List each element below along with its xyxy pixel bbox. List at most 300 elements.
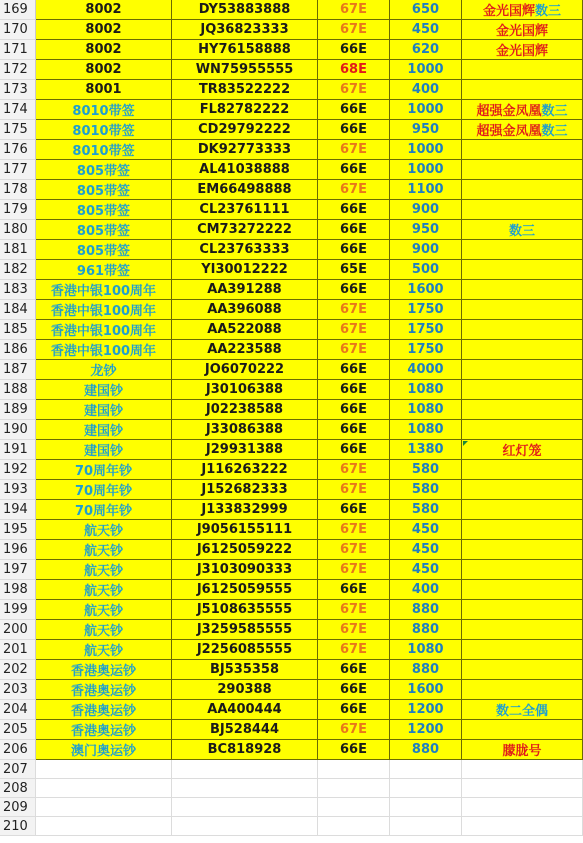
cell-note[interactable]	[462, 220, 583, 240]
table-row	[0, 500, 583, 520]
cell-price[interactable]: 1080	[390, 640, 462, 660]
cell-series[interactable]: 8010带签	[36, 140, 172, 160]
cell-grade[interactable]: 68E	[318, 60, 390, 80]
cell-series[interactable]: 建国钞	[36, 420, 172, 440]
table-row	[0, 420, 583, 440]
cell-serial-number[interactable]: FL82782222	[172, 100, 318, 120]
cell-grade[interactable]: 67E	[318, 620, 390, 640]
row-number[interactable]: 174	[0, 100, 36, 120]
row-number[interactable]: 172	[0, 60, 36, 80]
cell-serial-number[interactable]: BC818928	[172, 740, 318, 760]
row-number[interactable]: 171	[0, 40, 36, 60]
cell-serial-number[interactable]: J133832999	[172, 500, 318, 520]
note-text: 朦胧号	[502, 744, 542, 759]
cell-note[interactable]	[462, 620, 583, 640]
row-number[interactable]: 173	[0, 80, 36, 100]
empty-cell[interactable]	[172, 798, 318, 817]
cell-serial-number[interactable]: BJ528444	[172, 720, 318, 740]
cell-note[interactable]	[462, 200, 583, 220]
row-number[interactable]: 170	[0, 20, 36, 40]
table-row	[0, 680, 583, 700]
row-number[interactable]: 210	[0, 817, 36, 836]
cell-note[interactable]	[462, 500, 583, 520]
cell-serial-number[interactable]: DY53883888	[172, 0, 318, 20]
cell-serial-number[interactable]: J5108635555	[172, 600, 318, 620]
row-number[interactable]: 201	[0, 640, 36, 660]
table-row	[0, 40, 583, 60]
cell-note[interactable]	[462, 260, 583, 280]
cell-price[interactable]: 950	[390, 120, 462, 140]
cell-series[interactable]: 805带签	[36, 240, 172, 260]
cell-series[interactable]: 航天钞	[36, 600, 172, 620]
cell-series[interactable]: 961带签	[36, 260, 172, 280]
table-row	[0, 540, 583, 560]
empty-cell[interactable]	[462, 760, 583, 779]
row-number[interactable]: 198	[0, 580, 36, 600]
cell-price[interactable]: 1080	[390, 420, 462, 440]
cell-serial-number[interactable]: CD29792222	[172, 120, 318, 140]
note-text: 超强金凤凰	[476, 104, 542, 119]
table-row	[0, 180, 583, 200]
cell-serial-number[interactable]: J152682333	[172, 480, 318, 500]
note-text: 数三	[541, 104, 568, 119]
cell-series[interactable]: 航天钞	[36, 560, 172, 580]
cell-price[interactable]: 1000	[390, 60, 462, 80]
cell-serial-number[interactable]: YI30012222	[172, 260, 318, 280]
empty-cell[interactable]	[36, 817, 172, 836]
cell-serial-number[interactable]: J3259585555	[172, 620, 318, 640]
row-number[interactable]: 183	[0, 280, 36, 300]
row-number[interactable]: 192	[0, 460, 36, 480]
row-number[interactable]: 207	[0, 760, 36, 779]
cell-serial-number[interactable]: J3103090333	[172, 560, 318, 580]
table-row	[0, 740, 583, 760]
cell-note[interactable]	[462, 700, 583, 720]
row-number[interactable]: 177	[0, 160, 36, 180]
row-number[interactable]: 187	[0, 360, 36, 380]
cell-note[interactable]	[462, 40, 583, 60]
cell-grade[interactable]: 66E	[318, 740, 390, 760]
cell-serial-number[interactable]: EM66498888	[172, 180, 318, 200]
row-number[interactable]: 181	[0, 240, 36, 260]
table-row	[0, 260, 583, 280]
row-number[interactable]: 197	[0, 560, 36, 580]
row-number[interactable]: 200	[0, 620, 36, 640]
cell-price[interactable]: 1600	[390, 680, 462, 700]
cell-series[interactable]: 香港奥运钞	[36, 680, 172, 700]
table-row	[0, 160, 583, 180]
cell-note[interactable]	[462, 580, 583, 600]
table-row	[0, 280, 583, 300]
cell-series[interactable]: 建国钞	[36, 400, 172, 420]
table-row	[0, 380, 583, 400]
cell-note[interactable]	[462, 80, 583, 100]
cell-grade[interactable]: 66E	[318, 660, 390, 680]
cell-note[interactable]	[462, 240, 583, 260]
cell-series[interactable]: 8002	[36, 40, 172, 60]
cell-price[interactable]: 450	[390, 540, 462, 560]
cell-price[interactable]: 880	[390, 660, 462, 680]
table-row	[0, 80, 583, 100]
row-number[interactable]: 178	[0, 180, 36, 200]
row-number[interactable]: 204	[0, 700, 36, 720]
cell-serial-number[interactable]: J33086388	[172, 420, 318, 440]
cell-series[interactable]: 建国钞	[36, 380, 172, 400]
cell-note[interactable]	[462, 20, 583, 40]
table-row	[0, 560, 583, 580]
cell-series[interactable]: 香港中银100周年	[36, 340, 172, 360]
row-number[interactable]: 208	[0, 779, 36, 798]
cell-series[interactable]: 805带签	[36, 160, 172, 180]
empty-cell[interactable]	[462, 817, 583, 836]
cell-series[interactable]: 香港奥运钞	[36, 660, 172, 680]
cell-grade[interactable]: 66E	[318, 240, 390, 260]
cell-price[interactable]: 1080	[390, 400, 462, 420]
cell-series[interactable]: 航天钞	[36, 620, 172, 640]
cell-note[interactable]	[462, 340, 583, 360]
cell-series[interactable]: 8002	[36, 20, 172, 40]
cell-grade[interactable]: 67E	[318, 460, 390, 480]
table-row	[0, 817, 583, 836]
empty-cell[interactable]	[318, 760, 390, 779]
cell-price[interactable]: 4000	[390, 360, 462, 380]
cell-grade[interactable]: 67E	[318, 140, 390, 160]
cell-note[interactable]	[462, 720, 583, 740]
row-number[interactable]: 196	[0, 540, 36, 560]
comment-marker-icon[interactable]	[463, 441, 468, 446]
cell-price[interactable]: 880	[390, 600, 462, 620]
cell-serial-number[interactable]: J29931388	[172, 440, 318, 460]
cell-series[interactable]: 香港奥运钞	[36, 720, 172, 740]
note-text: 数三	[535, 4, 562, 19]
empty-cell[interactable]	[172, 779, 318, 798]
note-text: 金光国辉	[495, 44, 548, 59]
empty-cell[interactable]	[390, 798, 462, 817]
cell-series[interactable]: 航天钞	[36, 540, 172, 560]
cell-price[interactable]: 900	[390, 200, 462, 220]
cell-note[interactable]	[462, 560, 583, 580]
cell-series[interactable]: 香港中银100周年	[36, 300, 172, 320]
cell-serial-number[interactable]: JO6070222	[172, 360, 318, 380]
cell-grade[interactable]: 67E	[318, 340, 390, 360]
cell-grade[interactable]: 66E	[318, 400, 390, 420]
cell-note[interactable]	[462, 540, 583, 560]
cell-serial-number[interactable]: AA223588	[172, 340, 318, 360]
cell-grade[interactable]: 67E	[318, 80, 390, 100]
table-row	[0, 200, 583, 220]
cell-note[interactable]	[462, 360, 583, 380]
row-number[interactable]: 206	[0, 740, 36, 760]
cell-note[interactable]	[462, 0, 583, 20]
cell-grade[interactable]: 66E	[318, 580, 390, 600]
cell-grade[interactable]: 66E	[318, 500, 390, 520]
row-number[interactable]: 195	[0, 520, 36, 540]
empty-cell[interactable]	[172, 817, 318, 836]
cell-note[interactable]	[462, 660, 583, 680]
cell-serial-number[interactable]: BJ535358	[172, 660, 318, 680]
cell-note[interactable]	[462, 100, 583, 120]
cell-price[interactable]: 450	[390, 20, 462, 40]
cell-note[interactable]	[462, 460, 583, 480]
row-number[interactable]: 176	[0, 140, 36, 160]
row-number[interactable]: 203	[0, 680, 36, 700]
table-row	[0, 300, 583, 320]
row-number[interactable]: 191	[0, 440, 36, 460]
row-number[interactable]: 193	[0, 480, 36, 500]
row-number[interactable]: 179	[0, 200, 36, 220]
cell-note[interactable]	[462, 380, 583, 400]
cell-price[interactable]: 900	[390, 240, 462, 260]
empty-cell[interactable]	[318, 798, 390, 817]
cell-series[interactable]: 805带签	[36, 180, 172, 200]
cell-note[interactable]	[462, 420, 583, 440]
cell-grade[interactable]: 67E	[318, 560, 390, 580]
cell-note[interactable]	[462, 320, 583, 340]
cell-note[interactable]	[462, 480, 583, 500]
row-number[interactable]: 190	[0, 420, 36, 440]
cell-price[interactable]: 1000	[390, 100, 462, 120]
cell-note[interactable]	[462, 60, 583, 80]
note-text: 红灯笼	[502, 444, 542, 459]
cell-series[interactable]: 航天钞	[36, 520, 172, 540]
cell-price[interactable]: 400	[390, 580, 462, 600]
cell-serial-number[interactable]: AA396088	[172, 300, 318, 320]
table-row	[0, 20, 583, 40]
cell-series[interactable]: 8010带签	[36, 100, 172, 120]
empty-cell[interactable]	[462, 779, 583, 798]
cell-note[interactable]	[462, 440, 583, 460]
cell-price[interactable]: 580	[390, 460, 462, 480]
cell-note[interactable]	[462, 180, 583, 200]
row-number[interactable]: 180	[0, 220, 36, 240]
empty-cell[interactable]	[36, 760, 172, 779]
cell-serial-number[interactable]: J6125059222	[172, 540, 318, 560]
row-number[interactable]: 169	[0, 0, 36, 20]
cell-serial-number[interactable]: CL23761111	[172, 200, 318, 220]
cell-price[interactable]: 1200	[390, 700, 462, 720]
cell-serial-number[interactable]: AA400444	[172, 700, 318, 720]
cell-grade[interactable]: 67E	[318, 600, 390, 620]
cell-serial-number[interactable]: AA522088	[172, 320, 318, 340]
cell-price[interactable]: 1750	[390, 340, 462, 360]
cell-grade[interactable]: 67E	[318, 300, 390, 320]
cell-price[interactable]: 1100	[390, 180, 462, 200]
cell-series[interactable]: 香港奥运钞	[36, 700, 172, 720]
cell-serial-number[interactable]: J9056155111	[172, 520, 318, 540]
table-row	[0, 100, 583, 120]
empty-cell[interactable]	[36, 798, 172, 817]
cell-price[interactable]: 500	[390, 260, 462, 280]
row-number[interactable]: 205	[0, 720, 36, 740]
table-row	[0, 798, 583, 817]
cell-note[interactable]	[462, 140, 583, 160]
cell-series[interactable]: 航天钞	[36, 640, 172, 660]
row-number[interactable]: 186	[0, 340, 36, 360]
cell-price[interactable]: 620	[390, 40, 462, 60]
cell-note[interactable]	[462, 520, 583, 540]
note-text: 数三	[508, 224, 535, 239]
cell-serial-number[interactable]: J30106388	[172, 380, 318, 400]
cell-serial-number[interactable]: J02238588	[172, 400, 318, 420]
cell-note[interactable]	[462, 640, 583, 660]
cell-grade[interactable]: 66E	[318, 380, 390, 400]
cell-serial-number[interactable]: JQ36823333	[172, 20, 318, 40]
cell-price[interactable]: 1380	[390, 440, 462, 460]
empty-cell[interactable]	[390, 779, 462, 798]
empty-cell[interactable]	[172, 760, 318, 779]
cell-grade[interactable]: 67E	[318, 640, 390, 660]
empty-cell[interactable]	[318, 779, 390, 798]
cell-price[interactable]: 1750	[390, 320, 462, 340]
row-number[interactable]: 184	[0, 300, 36, 320]
table-row	[0, 620, 583, 640]
cell-price[interactable]: 950	[390, 220, 462, 240]
table-row	[0, 700, 583, 720]
cell-grade[interactable]: 66E	[318, 220, 390, 240]
row-number[interactable]: 209	[0, 798, 36, 817]
empty-cell[interactable]	[318, 817, 390, 836]
cell-grade[interactable]: 66E	[318, 680, 390, 700]
note-text: 金光国辉	[482, 4, 535, 19]
empty-cell[interactable]	[462, 798, 583, 817]
cell-price[interactable]: 450	[390, 560, 462, 580]
cell-series[interactable]: 805带签	[36, 220, 172, 240]
cell-serial-number[interactable]: WN75955555	[172, 60, 318, 80]
table-row	[0, 580, 583, 600]
cell-note[interactable]	[462, 280, 583, 300]
row-number[interactable]: 202	[0, 660, 36, 680]
cell-series[interactable]: 805带签	[36, 200, 172, 220]
cell-price[interactable]: 1080	[390, 380, 462, 400]
cell-price[interactable]: 1750	[390, 300, 462, 320]
cell-price[interactable]: 400	[390, 80, 462, 100]
cell-serial-number[interactable]: AA391288	[172, 280, 318, 300]
row-number[interactable]: 199	[0, 600, 36, 620]
note-text: 超强金凤凰	[476, 124, 542, 139]
cell-price[interactable]: 580	[390, 500, 462, 520]
cell-serial-number[interactable]: J6125059555	[172, 580, 318, 600]
empty-cell[interactable]	[390, 760, 462, 779]
table-row	[0, 760, 583, 779]
cell-grade[interactable]: 67E	[318, 320, 390, 340]
cell-series[interactable]: 香港中银100周年	[36, 280, 172, 300]
cell-grade[interactable]: 67E	[318, 540, 390, 560]
cell-grade[interactable]: 67E	[318, 480, 390, 500]
cell-serial-number[interactable]: J116263222	[172, 460, 318, 480]
note-text: 金光国辉	[495, 24, 548, 39]
cell-grade[interactable]: 67E	[318, 180, 390, 200]
note-text: 数二全偶	[495, 704, 548, 719]
cell-grade[interactable]: 66E	[318, 440, 390, 460]
cell-serial-number[interactable]: TR83522222	[172, 80, 318, 100]
table-row	[0, 520, 583, 540]
cell-note[interactable]	[462, 600, 583, 620]
cell-series[interactable]: 香港中银100周年	[36, 320, 172, 340]
cell-series[interactable]: 70周年钞	[36, 500, 172, 520]
cell-serial-number[interactable]: HY76158888	[172, 40, 318, 60]
table-row	[0, 720, 583, 740]
cell-grade[interactable]: 66E	[318, 280, 390, 300]
cell-grade[interactable]: 66E	[318, 700, 390, 720]
cell-price[interactable]: 1600	[390, 280, 462, 300]
table-row	[0, 360, 583, 380]
cell-series[interactable]: 澳门奥运钞	[36, 740, 172, 760]
table-row	[0, 60, 583, 80]
table-row	[0, 640, 583, 660]
cell-grade[interactable]: 66E	[318, 160, 390, 180]
cell-grade[interactable]: 66E	[318, 200, 390, 220]
cell-serial-number[interactable]: AL41038888	[172, 160, 318, 180]
cell-grade[interactable]: 67E	[318, 0, 390, 20]
table-row	[0, 340, 583, 360]
cell-serial-number[interactable]: DK92773333	[172, 140, 318, 160]
table-row	[0, 220, 583, 240]
cell-serial-number[interactable]: J2256085555	[172, 640, 318, 660]
cell-series[interactable]: 70周年钞	[36, 480, 172, 500]
cell-note[interactable]	[462, 300, 583, 320]
table-row	[0, 240, 583, 260]
cell-serial-number[interactable]: 290388	[172, 680, 318, 700]
row-number[interactable]: 188	[0, 380, 36, 400]
cell-price[interactable]: 1000	[390, 160, 462, 180]
table-row	[0, 0, 583, 20]
row-number[interactable]: 185	[0, 320, 36, 340]
cell-price[interactable]: 650	[390, 0, 462, 20]
cell-series[interactable]: 8002	[36, 60, 172, 80]
row-number[interactable]: 182	[0, 260, 36, 280]
cell-series[interactable]: 航天钞	[36, 580, 172, 600]
cell-note[interactable]	[462, 400, 583, 420]
cell-grade[interactable]: 67E	[318, 20, 390, 40]
cell-grade[interactable]: 67E	[318, 720, 390, 740]
cell-price[interactable]: 1200	[390, 720, 462, 740]
table-row	[0, 320, 583, 340]
cell-note[interactable]	[462, 740, 583, 760]
cell-series[interactable]: 70周年钞	[36, 460, 172, 480]
cell-serial-number[interactable]: CL23763333	[172, 240, 318, 260]
cell-grade[interactable]: 66E	[318, 40, 390, 60]
cell-grade[interactable]: 65E	[318, 260, 390, 280]
table-row	[0, 460, 583, 480]
row-number[interactable]: 189	[0, 400, 36, 420]
cell-price[interactable]: 580	[390, 480, 462, 500]
cell-price[interactable]: 1000	[390, 140, 462, 160]
cell-grade[interactable]: 66E	[318, 100, 390, 120]
cell-grade[interactable]: 66E	[318, 360, 390, 380]
cell-note[interactable]	[462, 680, 583, 700]
note-text: 数三	[541, 124, 568, 139]
cell-series[interactable]: 龙钞	[36, 360, 172, 380]
empty-cell[interactable]	[36, 779, 172, 798]
cell-price[interactable]: 880	[390, 740, 462, 760]
cell-grade[interactable]: 66E	[318, 420, 390, 440]
table-row	[0, 140, 583, 160]
cell-series[interactable]: 8010带签	[36, 120, 172, 140]
row-number[interactable]: 175	[0, 120, 36, 140]
cell-grade[interactable]: 66E	[318, 120, 390, 140]
cell-grade[interactable]: 67E	[318, 520, 390, 540]
cell-series[interactable]: 建国钞	[36, 440, 172, 460]
empty-cell[interactable]	[390, 817, 462, 836]
cell-price[interactable]: 880	[390, 620, 462, 640]
cell-note[interactable]	[462, 120, 583, 140]
row-number[interactable]: 194	[0, 500, 36, 520]
cell-series[interactable]: 8002	[36, 0, 172, 20]
cell-price[interactable]: 450	[390, 520, 462, 540]
cell-series[interactable]: 8001	[36, 80, 172, 100]
cell-note[interactable]	[462, 160, 583, 180]
cell-serial-number[interactable]: CM73272222	[172, 220, 318, 240]
